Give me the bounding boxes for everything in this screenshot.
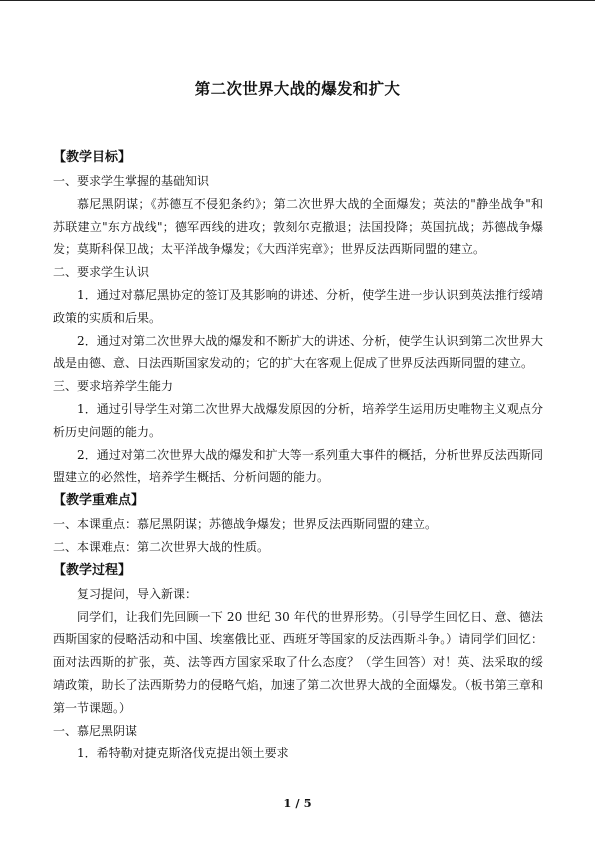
goals-recognize-item-1: 1．通过对慕尼黑协定的签订及其影响的讲述、分析，使学生进一步认识到英法推行绥靖政策的实质和后果。	[53, 287, 543, 325]
page-number: 1 / 5	[283, 796, 312, 810]
goals-ability-item-1: 1．通过引导学生对第二次世界大战爆发原因的分析，培养学生运用历史唯物主义观点分析历史问题的能力。	[53, 401, 543, 439]
goals-ability-item-2: 2．通过对第二次世界大战的爆发和扩大等一系列重大事件的概括，分析世界反法西斯同盟建立的必然性，培养学生概括、分析问题的能力。	[53, 447, 543, 485]
header-rule	[0, 0, 595, 1]
goals-ability-label: 三、要求培养学生能力	[53, 379, 174, 394]
goals-basic-label: 一、要求学生掌握的基础知识	[53, 174, 210, 188]
process-paragraph: 同学们，让我们先回顾一下 20 世纪 30 年代的世界形势。（引导学生回忆日、意、德法西斯国家的侵略活动和中国、埃塞俄比亚、西班牙等国家的反法西斯斗争。）请同学们回忆：面对法西斯的扩张，英、法等西方国家采取了什么态度？（学生回答）对！英、法采取的绥靖政策，助长了法西斯势力的侵略气焰，加速了第二次世界大战的全面爆发。（板书第三章和第一节课题。）	[53, 609, 543, 715]
goals-recognize-label: 二、要求学生认识	[53, 265, 150, 280]
section-heading-goals: 【教学目标】	[53, 150, 132, 165]
process-item-1: 一、慕尼黑阴谋	[53, 723, 138, 738]
difficult-point: 二、本课难点：第二次世界大战的性质。	[53, 539, 270, 554]
section-heading-process: 【教学过程】	[53, 562, 132, 578]
section-heading-key-points: 【教学重难点】	[53, 493, 145, 509]
process-intro: 复习提问，导入新课：	[77, 586, 198, 601]
goals-recognize-item-2: 2．通过对第二次世界大战的爆发和不断扩大的讲述、分析，使学生认识到第二次世界大战是由德、意、日法西斯国家发动的；它的扩大在客观上促成了世界反法西斯同盟的建立。	[53, 333, 543, 371]
document-body	[53, 146, 543, 765]
process-item-1-sub: 1．希特勒对捷克斯洛伐克提出领土要求	[77, 746, 289, 761]
key-point: 一、本课重点：慕尼黑阴谋；苏德战争爆发；世界反法西斯同盟的建立。	[53, 517, 438, 532]
goals-basic-body: 慕尼黑阴谋；《苏德互不侵犯条约》；第二次世界大战的全面爆发；英法的"静坐战争"和苏联建立"东方战线"；德军西线的进攻；敦刻尔克撤退；法国投降；英国抗战；苏德战争爆发；莫斯科保卫战；太平洋战争爆发；《大西洋宪章》；世界反法西斯同盟的建立。	[53, 196, 543, 257]
document-title: 第二次世界大战的爆发和扩大	[194, 80, 401, 98]
